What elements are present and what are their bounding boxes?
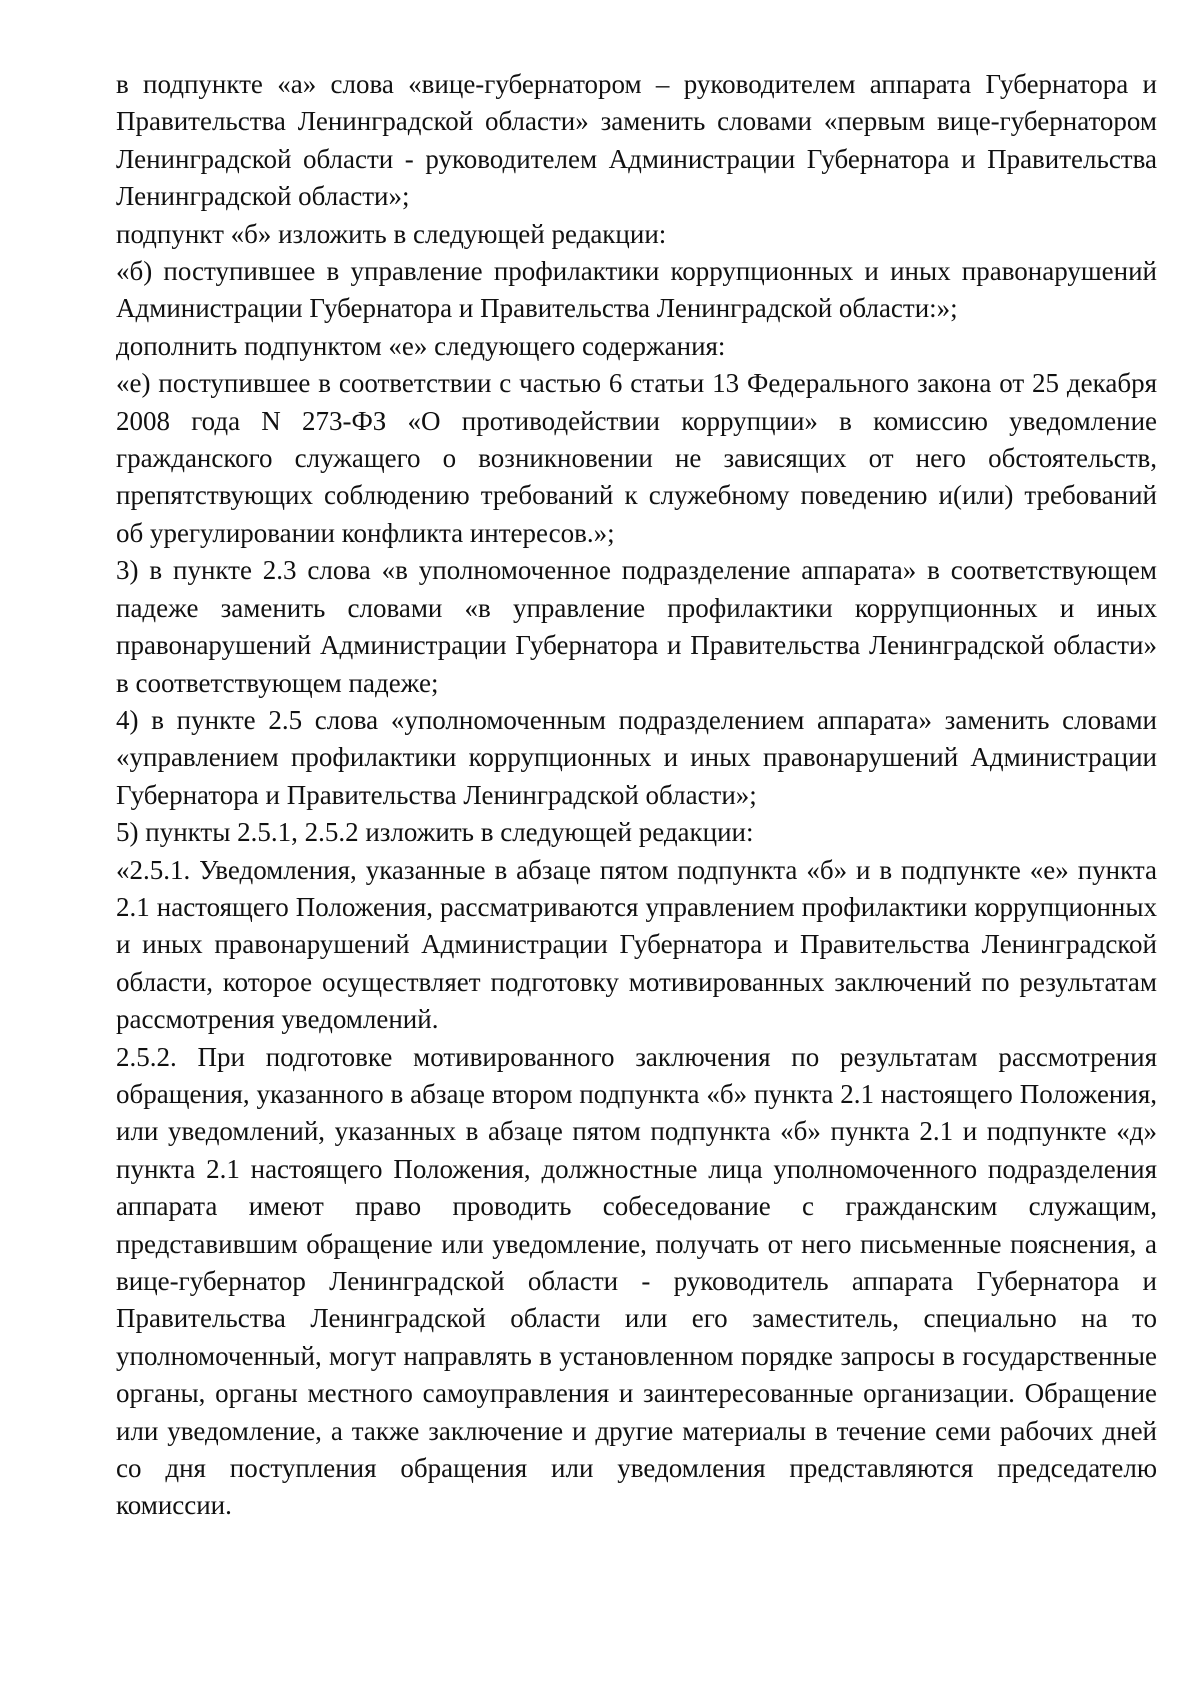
- paragraph-clause-2-5-1: «2.5.1. Уведомления, указанные в абзаце пятом подпункта «б» и в подпункте «е» пункта 2.1 настоящего Положения, рассматриваются управлением профилактики коррупционных и иных правонарушений Администрации Губернатора и Правительства Ленинградской области, которое осуществляет подготовку мотивированных заключений по результатам рассмотрения уведомлений.: [116, 854, 1157, 1035]
- document-page: [116, 66, 1157, 1525]
- paragraph-clause-2-5-2: 2.5.2. При подготовке мотивированного заключения по результатам рассмотрения обращения, указанного в абзаце втором подпункта «б» пункта 2.1 настоящего Положения, или уведомлений, указанных в абзаце пятом подпункта «б» пункта 2.1 и подпункте «д» пункта 2.1 настоящего Положения, должностные лица уполномоченного подразделения аппарата имеют право проводить собеседование с гражданским служащим, представившим обращение или уведомление, получать от него письменные пояснения, а вице-губернатор Ленинградской области - руководитель аппарата Губернатора и Правительства Ленинградской области или его заместитель, специально на то уполномоченный, могут направлять в установленном порядке запросы в государственные органы, органы местного самоуправления и заинтересованные организации. Обращение или уведомление, а также заключение и другие материалы в течение семи рабочих дней со дня поступления обращения или уведомления представляются председателю комиссии.: [116, 1041, 1157, 1521]
- paragraph-item-4: 4) в пункте 2.5 слова «уполномоченным подразделением аппарата» заменить словами «управлением профилактики коррупционных и иных правонарушений Администрации Губернатора и Правительства Ленинградской области»;: [116, 704, 1157, 810]
- paragraph-subitem-e-text: «е) поступившее в соответствии с частью 6 статьи 13 Федерального закона от 25 декабря 2008 года N 273-ФЗ «О противодействии коррупции» в комиссию уведомление гражданского служащего о возникновении не зависящих от него обстоятельств, препятствующих соблюдению требований к служебному поведению и(или) требований об урегулировании конфликта интересов.»;: [116, 368, 1157, 548]
- paragraph-subitem-b-intro: подпункт «б» изложить в следующей редакции:: [116, 218, 667, 249]
- paragraph-item-3: 3) в пункте 2.3 слова «в уполномоченное подразделение аппарата» в соответствующем падеже заменить словами «в управление профилактики коррупционных и иных правонарушений Администрации Губернатора и Правительства Ленинградской области» в соответствующем падеже;: [116, 555, 1157, 698]
- paragraph-subitem-e-intro: дополнить подпунктом «е» следующего содержания:: [116, 330, 726, 361]
- paragraph-subitem-a: в подпункте «а» слова «вице-губернатором – руководителем аппарата Губернатора и Правительства Ленинградской области» заменить словами «первым вице-губернатором Ленинградской области - руководителем Администрации Губернатора и Правительства Ленинградской области»;: [116, 69, 1157, 212]
- paragraph-item-5: 5) пункты 2.5.1, 2.5.2 изложить в следующей редакции:: [116, 817, 754, 848]
- paragraph-subitem-b-text: «б) поступившее в управление профилактики коррупционных и иных правонарушений Администрации Губернатора и Правительства Ленинградской области:»;: [116, 256, 1157, 324]
